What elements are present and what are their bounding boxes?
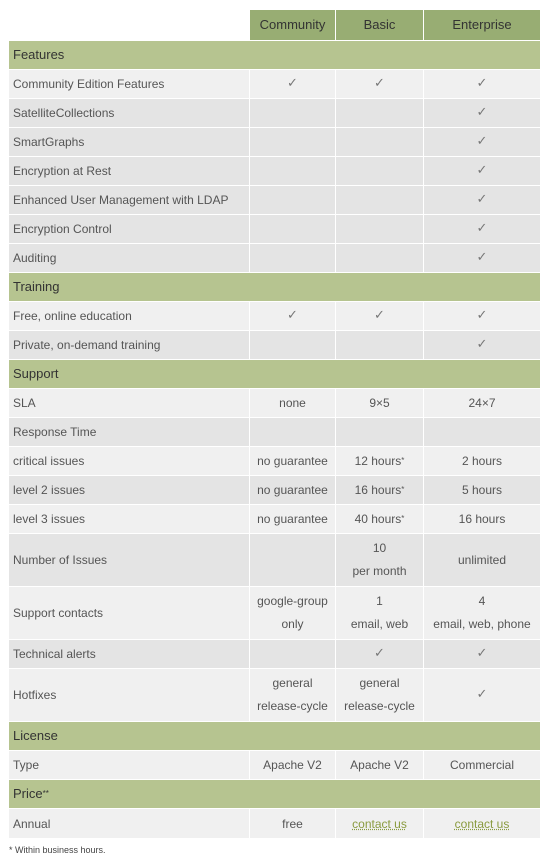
check-icon: ✓	[424, 669, 540, 721]
section-training	[9, 273, 540, 302]
table-row	[9, 186, 540, 215]
section-price	[9, 780, 540, 809]
empty-cell	[250, 215, 336, 243]
sla-community: none	[250, 389, 336, 417]
hotfixes-community-line1: general	[272, 676, 313, 690]
row-label: level 2 issues	[9, 476, 250, 504]
num-issues-enterprise: unlimited	[424, 534, 540, 586]
check-icon: ✓	[336, 70, 424, 98]
empty-cell	[336, 186, 424, 214]
table-row	[9, 418, 540, 447]
num-issues-basic-lines	[352, 537, 406, 583]
header-enterprise: Enterprise	[424, 10, 540, 40]
hotfixes-community	[250, 669, 336, 721]
level3-basic-value: 40 hours	[354, 512, 402, 526]
section-price-label-wrap: Price **	[9, 780, 540, 808]
hotfixes-community-lines	[257, 672, 328, 718]
table-row	[9, 70, 540, 99]
contacts-enterprise-line2: email, web, phone	[433, 617, 531, 631]
section-license-label: License	[9, 722, 540, 750]
header-empty-cell	[9, 10, 250, 40]
table-header-row	[9, 10, 540, 41]
table-row	[9, 640, 540, 669]
row-label: SLA	[9, 389, 250, 417]
table-row	[9, 476, 540, 505]
hotfixes-community-line2: release-cycle	[257, 699, 328, 713]
level3-enterprise: 16 hours	[424, 505, 540, 533]
contact-us-link-enterprise[interactable]: contact us	[454, 816, 510, 831]
table-row	[9, 447, 540, 476]
check-icon: ✓	[424, 157, 540, 185]
row-label: Hotfixes	[9, 669, 250, 721]
table-row	[9, 302, 540, 331]
empty-cell	[250, 640, 336, 668]
header-basic: Basic	[336, 10, 424, 40]
contacts-enterprise-line1: 4	[478, 594, 486, 608]
contacts-enterprise	[424, 587, 540, 639]
sla-enterprise: 24×7	[424, 389, 540, 417]
level3-basic: 40 hours *	[336, 505, 424, 533]
row-label: Community Edition Features	[9, 70, 250, 98]
check-icon: ✓	[424, 640, 540, 668]
hotfixes-basic-lines	[344, 672, 415, 718]
type-community: Apache V2	[250, 751, 336, 779]
annual-community: free	[250, 809, 336, 838]
num-issues-basic-line1: 10	[372, 541, 387, 555]
section-license	[9, 722, 540, 751]
contacts-community	[250, 587, 336, 639]
check-icon: ✓	[424, 186, 540, 214]
section-support	[9, 360, 540, 389]
row-label: Type	[9, 751, 250, 779]
level2-community: no guarantee	[250, 476, 336, 504]
num-issues-basic-line2: per month	[352, 564, 407, 578]
row-label: SatelliteCollections	[9, 99, 250, 127]
num-issues-basic	[336, 534, 424, 586]
contacts-enterprise-lines	[433, 590, 530, 636]
check-icon: ✓	[424, 128, 540, 156]
section-features	[9, 41, 540, 70]
empty-cell	[250, 534, 336, 586]
row-label: Annual	[9, 809, 250, 838]
empty-cell	[336, 128, 424, 156]
type-basic: Apache V2	[336, 751, 424, 779]
empty-cell	[250, 128, 336, 156]
table-row	[9, 244, 540, 273]
check-icon: ✓	[250, 70, 336, 98]
row-label: critical issues	[9, 447, 250, 475]
section-support-label: Support	[9, 360, 540, 388]
header-community: Community	[250, 10, 336, 40]
hotfixes-basic-line1: general	[359, 676, 400, 690]
annual-enterprise-cell	[424, 809, 540, 838]
row-label: Private, on-demand training	[9, 331, 250, 359]
level2-basic-value: 16 hours	[354, 483, 402, 497]
row-label: Encryption Control	[9, 215, 250, 243]
contacts-community-line2: only	[281, 617, 304, 631]
empty-cell	[250, 99, 336, 127]
empty-cell	[336, 215, 424, 243]
check-icon: ✓	[424, 99, 540, 127]
contacts-basic-lines	[351, 590, 408, 636]
empty-cell	[250, 244, 336, 272]
check-icon: ✓	[424, 331, 540, 359]
table-row	[9, 99, 540, 128]
table-row	[9, 809, 540, 839]
empty-cell	[336, 331, 424, 359]
section-price-label: Price	[13, 786, 43, 801]
type-enterprise: Commercial	[424, 751, 540, 779]
row-label: Technical alerts	[9, 640, 250, 668]
sla-basic: 9×5	[336, 389, 424, 417]
hotfixes-basic-line2: release-cycle	[344, 699, 415, 713]
row-label: Response Time	[9, 418, 250, 446]
empty-cell	[336, 157, 424, 185]
empty-cell	[336, 244, 424, 272]
section-features-label: Features	[9, 41, 540, 69]
row-label: level 3 issues	[9, 505, 250, 533]
row-label: SmartGraphs	[9, 128, 250, 156]
check-icon: ✓	[424, 70, 540, 98]
critical-basic: 12 hours *	[336, 447, 424, 475]
hotfixes-basic	[336, 669, 424, 721]
edition-comparison-table	[9, 10, 540, 839]
check-icon: ✓	[424, 244, 540, 272]
contacts-community-lines	[257, 590, 328, 636]
row-label: Enhanced User Management with LDAP	[9, 186, 250, 214]
table-row	[9, 587, 540, 640]
level3-community: no guarantee	[250, 505, 336, 533]
check-icon: ✓	[250, 302, 336, 330]
empty-cell	[250, 418, 336, 446]
critical-community: no guarantee	[250, 447, 336, 475]
empty-cell	[424, 418, 540, 446]
footnote: * Within business hours.	[9, 845, 106, 855]
contacts-basic	[336, 587, 424, 639]
row-label: Encryption at Rest	[9, 157, 250, 185]
check-icon: ✓	[424, 302, 540, 330]
contact-us-link-basic[interactable]: contact us	[352, 816, 407, 831]
empty-cell	[250, 157, 336, 185]
row-label: Free, online education	[9, 302, 250, 330]
empty-cell	[336, 99, 424, 127]
table-row	[9, 669, 540, 722]
annual-basic-cell	[336, 809, 424, 838]
contacts-basic-line2: email, web	[350, 617, 409, 631]
section-training-label: Training	[9, 273, 540, 301]
row-label: Support contacts	[9, 587, 250, 639]
table-row	[9, 389, 540, 418]
check-icon: ✓	[336, 640, 424, 668]
check-icon: ✓	[336, 302, 424, 330]
table-row	[9, 751, 540, 780]
level2-enterprise: 5 hours	[424, 476, 540, 504]
level2-basic: 16 hours *	[336, 476, 424, 504]
empty-cell	[250, 331, 336, 359]
empty-cell	[250, 186, 336, 214]
table-row	[9, 128, 540, 157]
contacts-basic-line1: 1	[376, 594, 383, 608]
contacts-community-line1: google-group	[257, 594, 328, 608]
table-row	[9, 505, 540, 534]
table-row	[9, 534, 540, 587]
table-row	[9, 157, 540, 186]
critical-basic-value: 12 hours	[354, 454, 402, 468]
check-icon: ✓	[424, 215, 540, 243]
table-row	[9, 331, 540, 360]
table-row	[9, 215, 540, 244]
row-label: Number of Issues	[9, 534, 250, 586]
critical-enterprise: 2 hours	[424, 447, 540, 475]
row-label: Auditing	[9, 244, 250, 272]
empty-cell	[336, 418, 424, 446]
